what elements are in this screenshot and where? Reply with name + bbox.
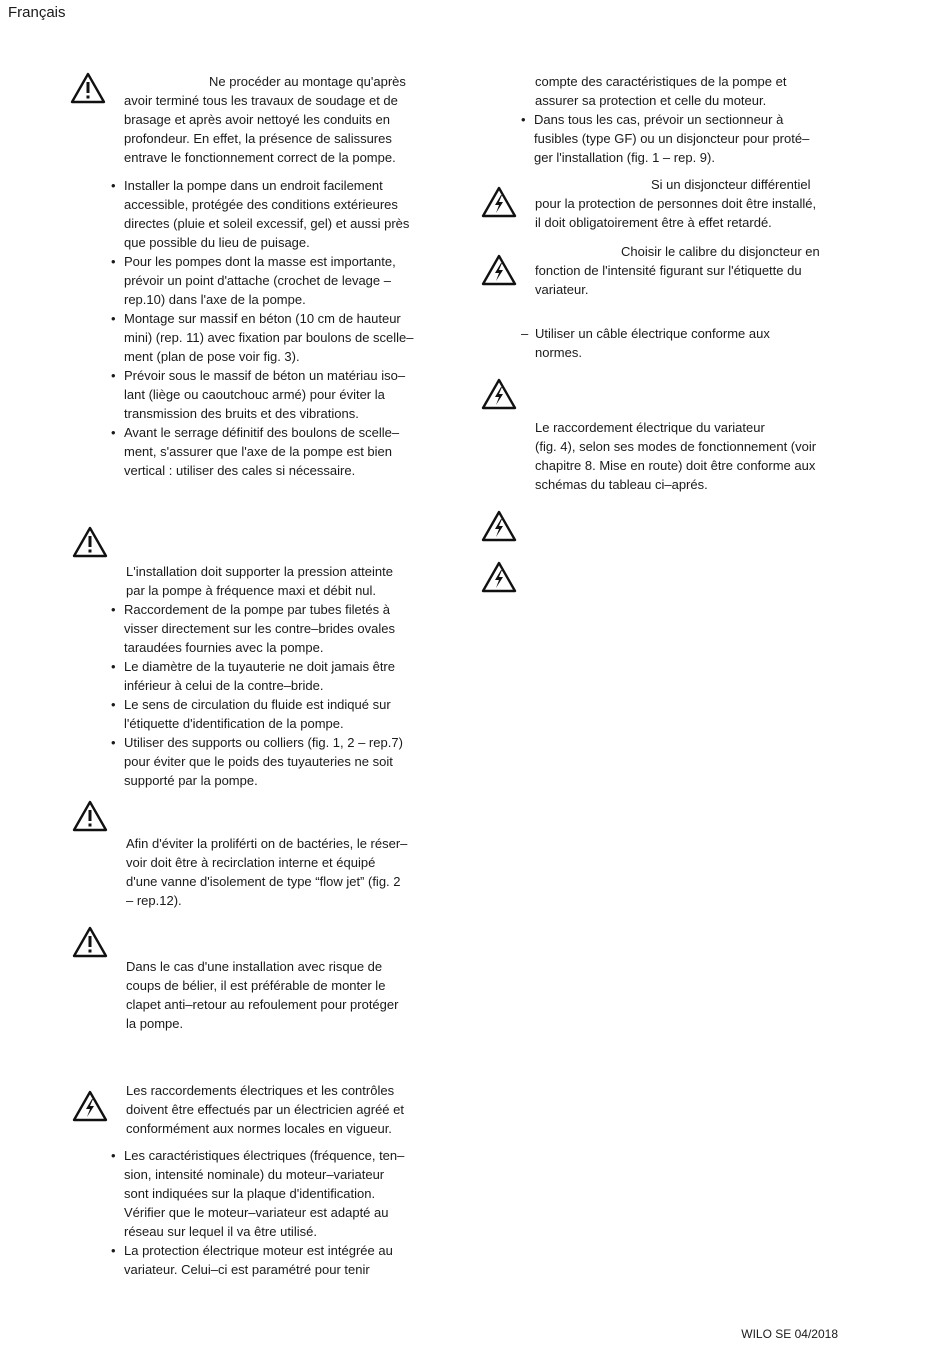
warning-text-bacteries: Afin d'éviter la proliférti on de bactéries, le réser– voir doit être à recirclation interne et équipé d'une vanne d'isolement de type “flow jet” (fig. 2 – rep.12). [126, 836, 408, 908]
general-warning-icon [72, 526, 108, 558]
list-item: • Raccordement de la pompe par tubes filetés à visser directement sur les contre–brides ovales taraudées fournies avec la pompe. [111, 600, 441, 657]
general-warning-icon [72, 800, 108, 832]
general-warning-icon [72, 926, 108, 958]
general-warning-icon [70, 72, 106, 104]
protection-list [521, 110, 851, 167]
electrical-hazard-icon [481, 561, 517, 593]
warning-text-belier: Dans le cas d'une installation avec risque de coups de bélier, il est préférable de monter le clapet anti–retour au refoulement pour protéger la pompe. [126, 959, 399, 1031]
electrical-hazard-icon [481, 378, 517, 410]
electrical-warning-text: Les raccordements électriques et les contrôles doivent être effectués par un électricien agréé et conformément aux normes locales en vigueur. [126, 1083, 404, 1136]
list-item: • Pour les pompes dont la masse est importante, prévoir un point d'attache (crochet de levage – rep.10) dans l'axe de la pompe. [111, 252, 441, 309]
footer-text: WILO SE 04/2018 [741, 1327, 838, 1341]
disjoncteur-differentiel-text: Si un disjoncteur différentiel pour la protection de personnes doit être installé, il doit obligatoirement être à effet retardé. [535, 177, 817, 230]
list-item: • Utiliser des supports ou colliers (fig. 1, 2 – rep.7) pour éviter que le poids des tuyauteries ne soit supporté par la pompe. [111, 733, 441, 790]
electrical-list [111, 1146, 441, 1279]
continued-text: compte des caractéristiques de la pompe et assurer sa protection et celle du moteur. [535, 74, 787, 108]
electrical-hazard-icon [481, 254, 517, 286]
list-item: • Le sens de circulation du fluide est indiqué sur l'étiquette d'identification de la pompe. [111, 695, 441, 733]
pipe-list [111, 600, 441, 790]
list-item: • Le diamètre de la tuyauterie ne doit jamais être inférieur à celui de la contre–bride. [111, 657, 441, 695]
calibre-disjoncteur-text: Choisir le calibre du disjoncteur en fonction de l'intensité figurant sur l'étiquette du variateur. [535, 244, 820, 297]
electrical-hazard-icon [481, 510, 517, 542]
list-item: • Dans tous les cas, prévoir un sectionneur à fusibles (type GF) ou un disjoncteur pour proté– ger l'installation (fig. 1 – rep. 9). [521, 110, 851, 167]
list-item: • Prévoir sous le massif de béton un matériau iso– lant (liège ou caoutchouc armé) pour éviter la transmission des bruits et des vibrations. [111, 366, 441, 423]
list-item: • La protection électrique moteur est intégrée au variateur. Celui–ci est paramétré pour tenir [111, 1241, 441, 1279]
raccordement-variateur-text: Le raccordement électrique du variateur (fig. 4), selon ses modes de fonctionnement (voir chapitre 8. Mise en route) doit être conforme aux schémas du tableau ci–aprés. [535, 420, 817, 492]
installation-list [111, 176, 441, 480]
list-item: • Montage sur massif en béton (10 cm de hauteur mini) (rep. 11) avec fixation par boulons de scelle– ment (plan de pose voir fig. 3). [111, 309, 441, 366]
language-label: Français [8, 4, 66, 21]
list-item: – Utiliser un câble électrique conforme aux normes. [521, 324, 851, 362]
list-item: • Avant le serrage définitif des boulons de scelle– ment, s'assurer que l'axe de la pompe est bien vertical : utiliser des cales si nécessaire. [111, 423, 441, 480]
list-item: • Installer la pompe dans un endroit facilement accessible, protégée des conditions extérieures directes (pluie et soleil excessif, gel) et aussi près que possible du lieu de puisage. [111, 176, 441, 252]
electrical-hazard-icon [72, 1090, 108, 1122]
list-item: • Les caractéristiques électriques (fréquence, ten– sion, intensité nominale) du moteur–variateur sont indiquées sur la plaque d'identification. Vérifier que le moteur–variateur est adapté au réseau sur lequel il va être utilisé. [111, 1146, 441, 1241]
warning-text-soudage: Ne procéder au montage qu'après avoir terminé tous les travaux de soudage et de brasage et après avoir nettoyé les conduits en profondeur. En effet, la présence de salissures entrave le fonctionnement correct de la pompe. [124, 74, 406, 165]
warning-text-pression: L'installation doit supporter la pression atteinte par la pompe à fréquence maxi et débit nul. [126, 564, 393, 598]
electrical-hazard-icon [481, 186, 517, 218]
cable-list [521, 324, 851, 362]
